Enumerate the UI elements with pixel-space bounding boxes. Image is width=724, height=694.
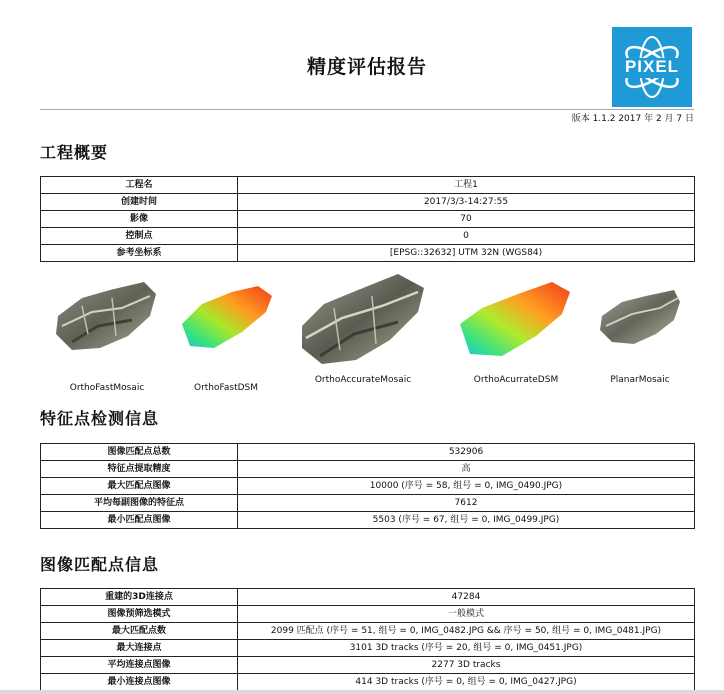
row-key: 重建的3D连接点 (41, 589, 238, 606)
table-row (41, 194, 695, 211)
mosaic-image (598, 286, 682, 350)
row-key: 参考坐标系 (41, 245, 238, 262)
thumbnail-planar-mosaic[interactable] (598, 286, 682, 385)
thumbnail-label: OrthoAcurrateDSM (473, 375, 559, 385)
thumbnail-ortho-fast-mosaic[interactable] (52, 276, 162, 393)
row-key: 特征点提取精度 (41, 461, 238, 478)
table-row (41, 461, 695, 478)
table-row (41, 589, 695, 606)
table-row (41, 657, 695, 674)
table-row (41, 444, 695, 461)
feature-detection-table (40, 443, 695, 529)
row-value: 7612 (238, 495, 695, 512)
row-key: 控制点 (41, 228, 238, 245)
mosaic-image (52, 276, 162, 358)
window-bottom-edge (0, 690, 724, 694)
row-key: 创建时间 (41, 194, 238, 211)
table-row (41, 495, 695, 512)
row-value: 414 3D tracks (序号 = 0, 组号 = 0, IMG_0427.JPG) (238, 674, 695, 691)
thumbnail-label: OrthoAccurateMosaic (314, 375, 412, 385)
row-value: 2277 3D tracks (238, 657, 695, 674)
row-key: 最小匹配点图像 (41, 512, 238, 529)
table-row (41, 211, 695, 228)
row-key: 平均每副图像的特征点 (41, 495, 238, 512)
image-matching-heading: 图像匹配点信息 (40, 555, 160, 574)
thumbnail-label: OrthoFastDSM (193, 383, 259, 393)
row-key: 最大匹配点数 (41, 623, 238, 640)
dsm-image (458, 274, 574, 364)
row-value: 5503 (序号 = 67, 组号 = 0, IMG_0499.JPG) (238, 512, 695, 529)
row-value: 工程1 (238, 177, 695, 194)
table-row (41, 512, 695, 529)
row-value: 2099 匹配点 (序号 = 51, 组号 = 0, IMG_0482.JPG && 序号 = 50, 组号 = 0, IMG_0481.JPG) (238, 623, 695, 640)
thumbnail-ortho-accurate-dsm[interactable] (458, 274, 574, 385)
version-date: 版本 1.1.2 2017 年 2 月 7 日 (571, 114, 694, 124)
table-row (41, 640, 695, 657)
row-value: 高 (238, 461, 695, 478)
table-row (41, 228, 695, 245)
pixel-logo (612, 27, 692, 107)
header-divider (40, 109, 694, 110)
table-row (41, 245, 695, 262)
row-value: 70 (238, 211, 695, 228)
row-value: 10000 (序号 = 58, 组号 = 0, IMG_0490.JPG) (238, 478, 695, 495)
overview-heading: 工程概要 (40, 143, 109, 162)
table-row (41, 623, 695, 640)
row-key: 工程名 (41, 177, 238, 194)
row-value: 47284 (238, 589, 695, 606)
mosaic-image (298, 268, 428, 368)
row-key: 平均连接点图像 (41, 657, 238, 674)
thumbnail-label: PlanarMosaic (610, 375, 670, 385)
table-row (41, 177, 695, 194)
image-matching-table (40, 588, 695, 691)
row-value: 一般模式 (238, 606, 695, 623)
thumbnail-ortho-fast-dsm[interactable] (180, 276, 276, 393)
table-row (41, 674, 695, 691)
thumbnail-ortho-accurate-mosaic[interactable] (298, 268, 428, 385)
row-key: 最大连接点 (41, 640, 238, 657)
logo-text: PIXEL (624, 57, 680, 76)
table-row (41, 606, 695, 623)
row-key: 影像 (41, 211, 238, 228)
report-title: 精度评估报告 (306, 56, 427, 78)
row-key: 最小连接点图像 (41, 674, 238, 691)
table-row (41, 478, 695, 495)
row-value: 532906 (238, 444, 695, 461)
row-value: 2017/3/3-14:27:55 (238, 194, 695, 211)
feature-detection-heading: 特征点检测信息 (40, 409, 160, 428)
overview-table (40, 176, 695, 262)
row-key: 图像预筛选模式 (41, 606, 238, 623)
thumbnail-label: OrthoFastMosaic (69, 383, 145, 393)
thumbnail-strip (0, 268, 724, 393)
row-value: 0 (238, 228, 695, 245)
row-key: 最大匹配点图像 (41, 478, 238, 495)
row-value: [EPSG::32632] UTM 32N (WGS84) (238, 245, 695, 262)
dsm-image (180, 276, 276, 358)
row-key: 图像匹配点总数 (41, 444, 238, 461)
row-value: 3101 3D tracks (序号 = 20, 组号 = 0, IMG_0451.JPG) (238, 640, 695, 657)
